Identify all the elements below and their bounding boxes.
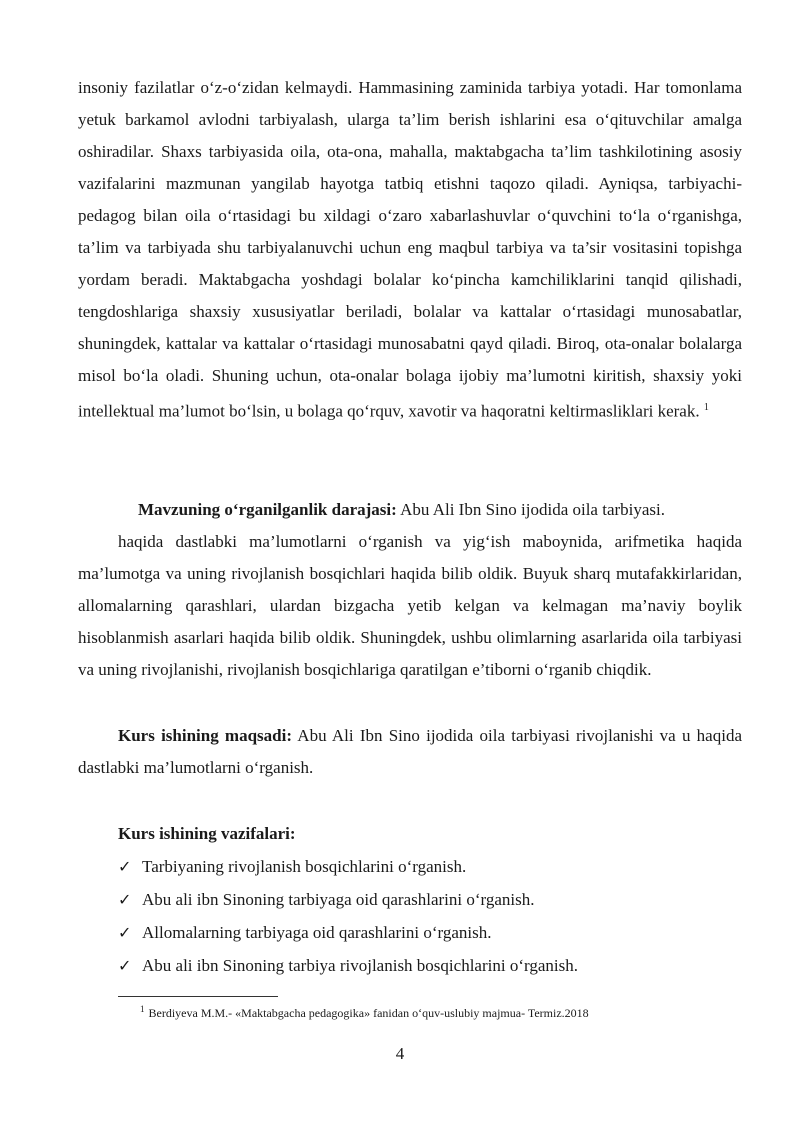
- task-text: Allomalarning tarbiyaga oid qarashlarini o‘rganish.: [142, 923, 492, 942]
- tasks-list: [118, 850, 578, 982]
- paragraph-study-level: haqida dastlabki ma’lumotlarni o‘rganish va yig‘ish maboynida, arifmetika haqida ma’lumotga va uning rivojlanish bosqichlari haqida bilib oldik. Buyuk sharq mutafakkirlaridan, allomalarning qarashlari, ulardan bizgacha yetib kelgan va kelmagan ma’naviy boylik hisoblanmish asarlari haqida bilib oldik. Shuningdek, ushbu olimlarning asarlarida oila tarbiyasi va uning rivojlanishi, rivojlanish bosqichlariga qaratilgan e’tiborni o‘rganib chiqdik.: [78, 532, 742, 679]
- aim-label: Kurs ishining maqsadi:: [118, 726, 293, 745]
- task-text: Abu ali ibn Sinoning tarbiya rivojlanish bosqichlarini o‘rganish.: [142, 956, 578, 975]
- paragraph-intro-text: insoniy fazilatlar o‘z-o‘zidan kelmaydi. Hammasining zaminida tarbiya yotadi. Har tomonlama yetuk barkamol avlodni tarbiyalash, ularga ta’lim berish ishlarini esa o‘qituvchilar amalga oshiradilar. Shaxs tarbiyasida oila, ota-ona, mahalla, maktabgacha ta’lim tashkilotining asosiy vazifalarini mazmunan yangilab hayotga tatbiq etishni taqozo qiladi. Ayniqsa, tarbiyachi-pedagog bilan oila o‘rtasidagi bu xildagi o‘zaro xabarlashuvlar o‘quvchini to‘la o‘rganishga, ta’lim va tarbiyada shu tarbiyalanuvchi uchun eng maqbul tarbiya va ta’sir vositasini topishga yordam beradi. Maktabgacha yoshdagi bolalar ko‘pincha kamchiliklarini tanqid qilishadi, tengdoshlariga shaxsiy xususiyatlar beriladi, bolalar va kattalar o‘rtasidagi munosabatlar, shuningdek, kattalar va kattalar o‘rtasidagi munosabatni qayd qiladi. Biroq, ota-onalar bolalarga misol bo‘la oladi. Shuning uchun, ota-onalar bolaga ijobiy ma’lumotni kiritish, shaxsiy yoki intellektual ma’lumot bo‘lsin, u bolaga qo‘rquv, xavotir va haqoratni keltirmasliklari kerak.: [78, 78, 742, 421]
- checkmark-icon: ✓: [118, 956, 132, 975]
- task-text: Tarbiyaning rivojlanish bosqichlarini o‘rganish.: [142, 857, 467, 876]
- study-level-heading: [78, 494, 742, 526]
- list-item: [118, 883, 578, 916]
- footnote-reference[interactable]: 1: [703, 402, 709, 413]
- task-text: Abu ali ibn Sinoning tarbiyaga oid qarashlarini o‘rganish.: [142, 890, 535, 909]
- footnote-divider: [118, 996, 278, 997]
- aim-text: Abu Ali Ibn Sino ijodida oila tarbiyasi rivojlanishi va u haqida dastlabki ma’lumotlarni o‘rganish.: [78, 726, 742, 777]
- tasks-heading: Kurs ishining vazifalari:: [118, 824, 296, 843]
- paragraph-intro: [78, 72, 742, 428]
- footnote: [140, 1001, 589, 1021]
- list-item: [118, 916, 578, 949]
- list-item: [118, 949, 578, 982]
- paragraph-aim: [78, 720, 742, 784]
- page-number: 4: [395, 1044, 405, 1063]
- footnote-mark: 1: [140, 1004, 145, 1014]
- list-item: [118, 850, 578, 883]
- footnote-text: Berdiyeva M.M.- «Maktabgacha pedagogika» fanidan o‘quv-uslubiy majmua- Termiz.2018: [148, 1006, 589, 1020]
- checkmark-icon: ✓: [118, 857, 132, 876]
- checkmark-icon: ✓: [118, 890, 132, 909]
- study-level-label: Mavzuning o‘rganilganlik darajasi:: [138, 500, 397, 519]
- checkmark-icon: ✓: [118, 923, 132, 942]
- study-level-text: Abu Ali Ibn Sino ijodida oila tarbiyasi.: [396, 500, 666, 519]
